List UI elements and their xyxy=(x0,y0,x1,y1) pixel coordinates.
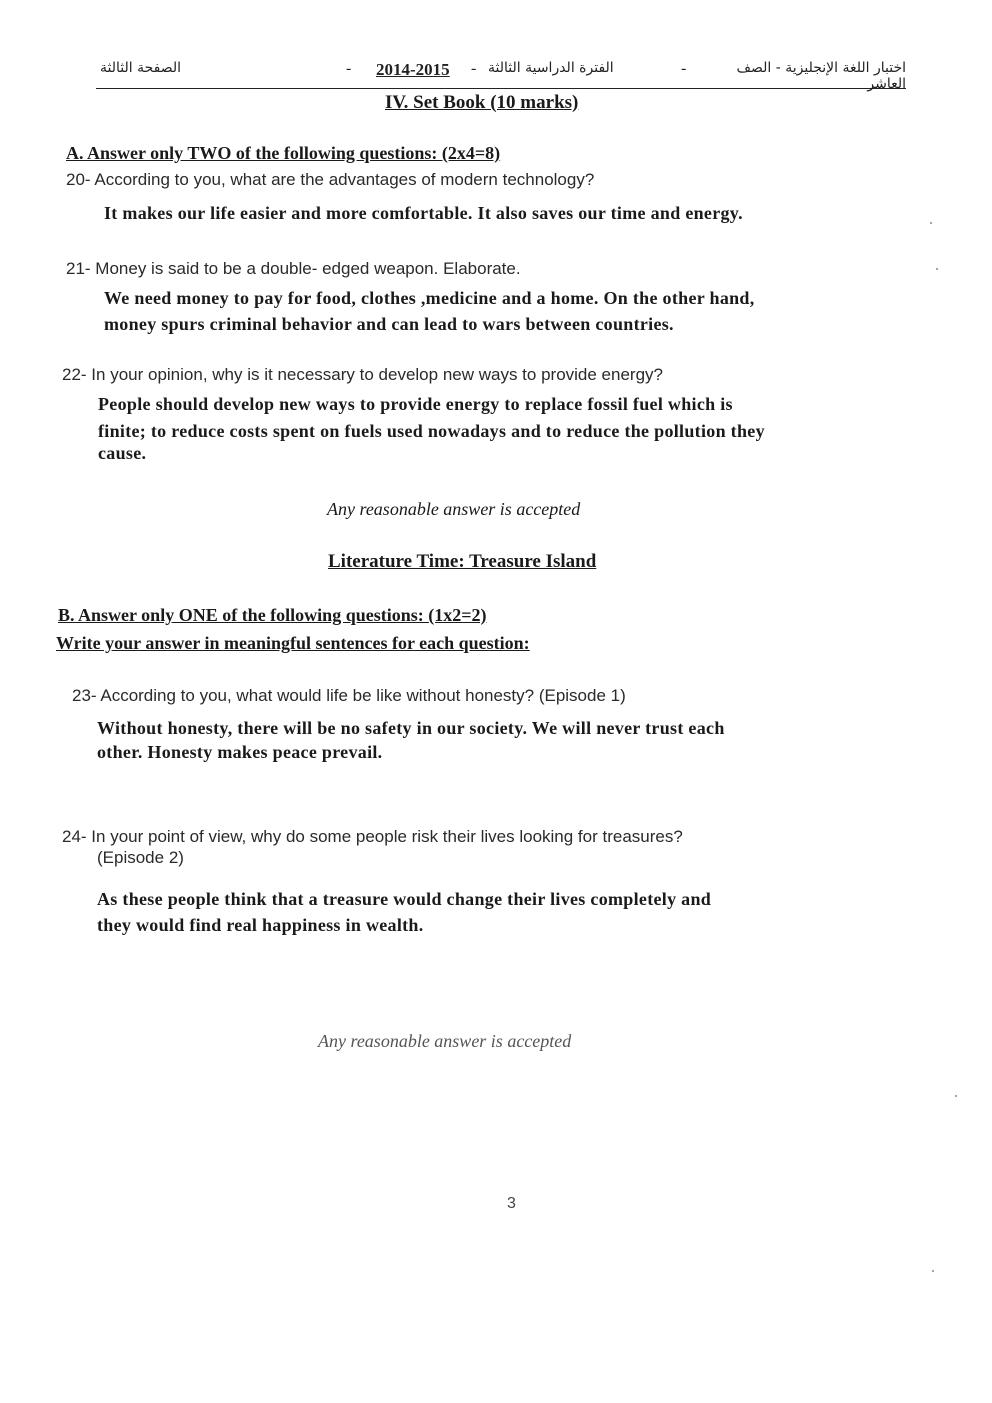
question-24-line-2: (Episode 2) xyxy=(97,848,184,867)
answer-24-line-1: As these people think that a treasure would change their lives completely and xyxy=(97,889,712,909)
part-b-instruction-1: B. Answer only ONE of the following questions: (1x2=2) xyxy=(58,605,487,625)
header-subject-grade: اختبار اللغة الإنجليزية - الصف العاشر xyxy=(736,60,906,92)
question-22: 22- In your opinion, why is it necessary to develop new ways to provide energy? xyxy=(62,365,663,384)
part-a-instruction: A. Answer only TWO of the following questions: (2x4=8) xyxy=(66,143,501,163)
answer-24-line-2: they would find real happiness in wealth. xyxy=(97,915,424,935)
header-term: الفترة الدراسية الثالثة xyxy=(488,60,614,76)
part-b-instruction-2: Write your answer in meaningful sentences for each question: xyxy=(56,633,530,653)
header-page-label: الصفحة الثالثة xyxy=(100,60,182,76)
question-23: 23- According to you, what would life be like without honesty? (Episode 1) xyxy=(72,686,626,705)
answer-20: It makes our life easier and more comfortable. It also saves our time and energy. xyxy=(104,203,743,223)
answer-21-line-2: money spurs criminal behavior and can lead to wars between countries. xyxy=(104,314,674,334)
section-title: IV. Set Book (10 marks) xyxy=(385,92,579,113)
answer-22-line-3: cause. xyxy=(98,443,147,463)
scan-speck xyxy=(930,222,932,224)
question-21: 21- Money is said to be a double- edged weapon. Elaborate. xyxy=(66,259,521,278)
answer-21-line-1: We need money to pay for food, clothes ,medicine and a home. On the other hand, xyxy=(104,288,755,308)
exam-header xyxy=(96,58,906,92)
scan-speck xyxy=(955,1095,957,1097)
literature-title: Literature Time: Treasure Island xyxy=(328,551,597,572)
page-number: 3 xyxy=(507,1195,516,1212)
part-a-note: Any reasonable answer is accepted xyxy=(327,499,581,519)
scan-speck xyxy=(932,1270,934,1272)
header-year: 2014-2015 xyxy=(376,60,450,79)
scan-speck xyxy=(936,268,938,270)
part-b-note: Any reasonable answer is accepted xyxy=(318,1031,572,1051)
answer-22-line-1: People should develop new ways to provide energy to replace fossil fuel which is xyxy=(98,394,733,414)
header-separator: - xyxy=(681,60,687,77)
question-24-line-1: 24- In your point of view, why do some people risk their lives looking for treasures? xyxy=(62,827,683,846)
answer-22-line-2: finite; to reduce costs spent on fuels used nowadays and to reduce the pollution they xyxy=(98,421,765,441)
header-separator: - xyxy=(346,60,352,77)
answer-23-line-1: Without honesty, there will be no safety in our society. We will never trust each xyxy=(97,718,725,738)
question-20: 20- According to you, what are the advantages of modern technology? xyxy=(66,170,595,189)
answer-23-line-2: other. Honesty makes peace prevail. xyxy=(97,742,383,762)
header-separator: - xyxy=(471,60,477,77)
